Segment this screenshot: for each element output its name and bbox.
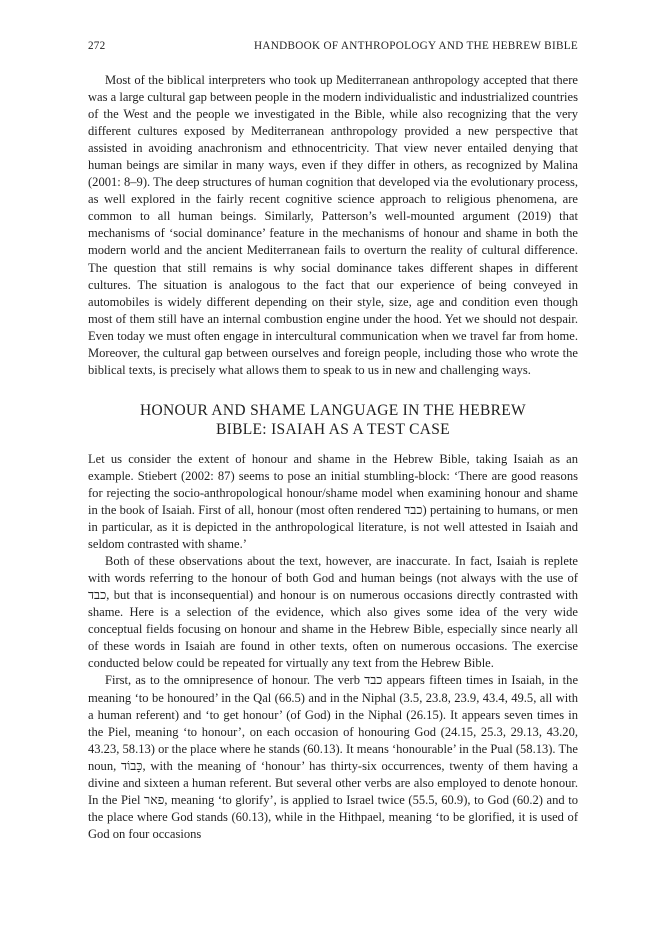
main-text (88, 72, 578, 843)
paragraph-observations: Both of these observations about the text, however, are inaccurate. In fact, Isaiah is replete with words referring to the honour of both God and human beings (not always with the use of כבד, but that is inconsequential) and honour is on numerous occasions directly contrasted with shame. Here is a selection of the evidence, which also gives some idea of the very wide conceptual fields focusing on honour and shame in the Hebrew Bible, especially since nearly all of these words in Isaiah are found in other texts, often on numerous occasions. The exercise conducted below could be repeated for virtually any text from the Hebrew Bible. (88, 554, 578, 671)
paragraph-stiebert-quote: Let us consider the extent of honour and shame in the Hebrew Bible, taking Isaiah as an example. Stiebert (2002: 87) seems to pose an initial stumbling-block: ‘There are good reasons for rejecting the socio-anthropological honour/shame model when examining honour and shame in the book of Isaiah. First of all, honour (most often rendered כבד) pertaining to humans, or men in particular, as it is depicted in the anthropological literature, is not well attested in Isaiah and seldom contrasted with shame.’ (88, 451, 578, 552)
section-heading (88, 401, 578, 439)
page-number: 272 (88, 40, 106, 52)
paragraph-intro: Most of the biblical interpreters who took up Mediterranean anthropology accepted that there was a large cultural gap between people in the modern individualistic and industrialized countries of the West and the people we investigated in the Bible, while also recognizing that the very different cultures exposed by Mediterranean anthropology provided a new perspective that assisted in avoiding anachronism and ethnocentricity. That view never entailed denying that human beings are similar in many ways, even if they differ in others, as recognized by Malina (2001: 8–9). The deep structures of human cognition that developed via the evolutionary process, as well explored in the fairly recent cognitive science approach to religious phenomena, are common to all human beings. Similarly, Patterson’s well-mounted argument (2019) that mechanisms of ‘social dominance’ feature in the mechanisms of honour and shame in both the modern world and the ancient Mediterranean fails to overturn the reality of cultural difference. The question that still remains is why social dominance takes different shapes in different cultures. The situation is analogous to the fact that our experience of being conveyed in automobiles is widely different depending on their style, size, age and condition even though most of them still have an internal combustion engine under the hood. Yet we should not despair. Even today we must often engage in intercultural communication when we travel far from home. Moreover, the cultural gap between ourselves and foreign people, including those who wrote the biblical texts, is precisely what allows them to speak to us in new and challenging ways. (88, 73, 578, 377)
section-heading-line-1: HONOUR AND SHAME LANGUAGE IN THE HEBREW (140, 401, 526, 419)
running-title: HANDBOOK OF ANTHROPOLOGY AND THE HEBREW BIBLE (253, 40, 578, 52)
section-heading-line-2: BIBLE: ISAIAH AS A TEST CASE (216, 420, 450, 438)
running-header (88, 40, 578, 52)
book-page (88, 40, 578, 843)
paragraph-omnipresence-of-honour: First, as to the omnipresence of honour. The verb כבד appears fifteen times in Isaiah, in the meaning ‘to be honoured’ in the Qal (66.5) and in the Niphal (3.5, 23.8, 23.9, 43.4, 49.5, all with a human referent) and ‘to get honour’ (of God) in the Niphal (26.15). It appears seven times in the Piel, meaning ‘to honour’, on each occasion of honouring God (24.15, 25.3, 29.13, 43.20, 43.23, 58.13) or the place where he stands (60.13). It means ‘honourable’ in the Pual (58.13). The noun, כָּבוֹד, with the meaning of ‘honour’ has thirty-six occurrences, twenty of them having a divine and sixteen a human referent. But several other verbs are also employed to denote honour. In the Piel פאר, meaning ‘to glorify’, is applied to Israel twice (55.5, 60.9), to God (60.2) and to the place where God stands (60.13), while in the Hithpael, meaning ‘to be glorified, it is used of God on four occasions (88, 673, 579, 841)
